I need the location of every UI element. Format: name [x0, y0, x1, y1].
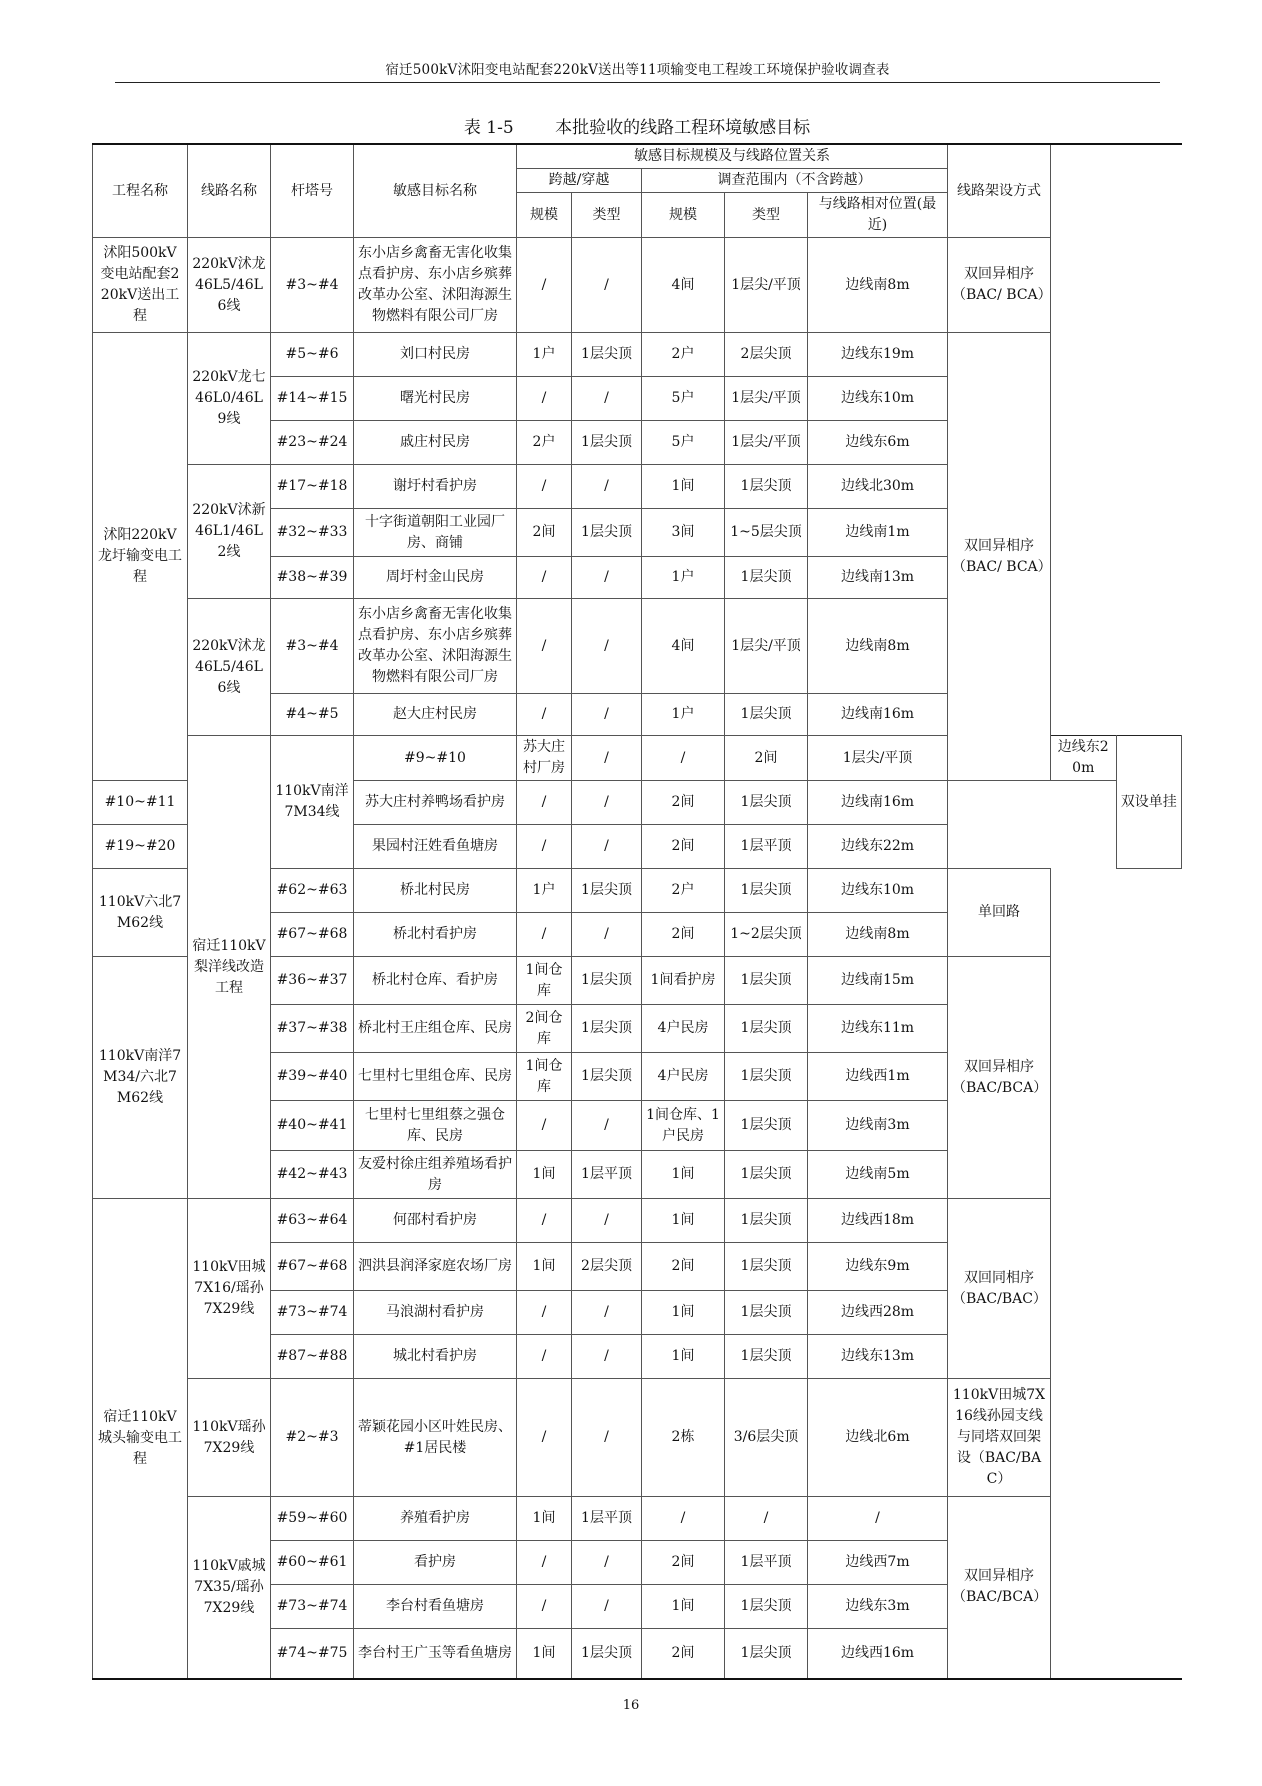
cross-scale-cell: /: [517, 1335, 572, 1379]
cross-type-cell: 1层尖顶: [572, 869, 642, 913]
survey-scale-cell: 1间仓库、1户民房: [642, 1101, 725, 1151]
cross-scale-cell: /: [517, 913, 572, 957]
line-cell: 220kV沭新46L1/46L2线: [188, 465, 271, 599]
survey-type-cell: 1层尖/平顶: [725, 238, 808, 333]
cross-scale-cell: 1间仓库: [517, 1053, 572, 1101]
cross-type-cell: 1层尖顶: [572, 333, 642, 377]
line-cell: 220kV龙七46L0/46L9线: [188, 333, 271, 465]
target-cell: 果园村汪姓看鱼塘房: [354, 825, 517, 869]
tower-cell: #87~#88: [271, 1335, 354, 1379]
target-cell: 曙光村民房: [354, 377, 517, 421]
cross-scale-cell: /: [517, 694, 572, 736]
table-number: 表 1-5: [463, 118, 514, 138]
survey-type-cell: 1层尖顶: [725, 1101, 808, 1151]
survey-type-cell: 1层尖顶: [725, 1629, 808, 1679]
col-header-line: 线路名称: [188, 144, 271, 238]
tower-cell: #10~#11: [93, 781, 188, 825]
target-cell: 城北村看护房: [354, 1335, 517, 1379]
position-cell: 边线南8m: [808, 599, 948, 694]
survey-type-cell: 1层平顶: [725, 825, 808, 869]
position-cell: 边线东19m: [808, 333, 948, 377]
tower-cell: #60~#61: [271, 1541, 354, 1585]
position-cell: 边线西16m: [808, 1629, 948, 1679]
col-header-method: 线路架设方式: [948, 144, 1051, 238]
project-cell: 沭阳220kV龙圩输变电工程: [93, 333, 188, 781]
line-cell: 110kV南洋7M34/六北7M62线: [93, 957, 188, 1199]
position-cell: 边线西7m: [808, 1541, 948, 1585]
target-cell: 马浪湖村看护房: [354, 1291, 517, 1335]
cross-type-cell: 2层尖顶: [572, 1243, 642, 1291]
tower-cell: #67~#68: [271, 1243, 354, 1291]
target-cell: 友爱村徐庄组养殖场看护房: [354, 1151, 517, 1199]
survey-scale-cell: 2间: [642, 1541, 725, 1585]
survey-scale-cell: 5户: [642, 421, 725, 465]
survey-scale-cell: 2间: [642, 1243, 725, 1291]
col-header-position: 与线路相对位置(最近): [808, 193, 948, 238]
cross-scale-cell: 2间: [517, 509, 572, 557]
cross-type-cell: /: [572, 781, 642, 825]
position-cell: 边线南15m: [808, 957, 948, 1005]
survey-type-cell: 1层尖/平顶: [725, 377, 808, 421]
survey-scale-cell: 2间: [642, 781, 725, 825]
tower-cell: #38~#39: [271, 557, 354, 599]
sensitive-targets-table: [92, 143, 1182, 1680]
cross-scale-cell: /: [517, 465, 572, 509]
tower-cell: #63~#64: [271, 1199, 354, 1243]
position-cell: 边线南3m: [808, 1101, 948, 1151]
survey-type-cell: 1层尖顶: [725, 1335, 808, 1379]
cross-scale-cell: 2户: [517, 421, 572, 465]
cross-scale-cell: 1间: [517, 1497, 572, 1541]
cross-type-cell: /: [572, 238, 642, 333]
target-cell: 泗洪县润泽家庭农场厂房: [354, 1243, 517, 1291]
cross-type-cell: 1层尖顶: [572, 421, 642, 465]
tower-cell: #17~#18: [271, 465, 354, 509]
target-cell: 谢圩村看护房: [354, 465, 517, 509]
tower-cell: #2~#3: [271, 1379, 354, 1497]
method-cell: 双回异相序（BAC/BCA）: [948, 957, 1051, 1199]
survey-scale-cell: 2栋: [642, 1379, 725, 1497]
cross-scale-cell: 1间仓库: [517, 957, 572, 1005]
survey-scale-cell: 4间: [642, 238, 725, 333]
target-cell: 养殖看护房: [354, 1497, 517, 1541]
cross-type-cell: /: [572, 465, 642, 509]
survey-scale-cell: 1间: [642, 1199, 725, 1243]
position-cell: 边线北6m: [808, 1379, 948, 1497]
tower-cell: #3~#4: [271, 238, 354, 333]
target-cell: 蒂颖花园小区叶姓民房、#1居民楼: [354, 1379, 517, 1497]
cross-type-cell: /: [572, 557, 642, 599]
cross-scale-cell: /: [572, 736, 642, 781]
survey-type-cell: 1层尖顶: [725, 1291, 808, 1335]
project-cell: 沭阳500kV变电站配套220kV送出工程: [93, 238, 188, 333]
cross-type-cell: 1层尖顶: [572, 1053, 642, 1101]
target-cell: 十字街道朝阳工业园厂房、商铺: [354, 509, 517, 557]
page-number: 16: [622, 1698, 640, 1713]
method-cell: 双回异相序（BAC/BCA）: [948, 1497, 1051, 1679]
target-cell: 看护房: [354, 1541, 517, 1585]
survey-scale-cell: 1间: [642, 465, 725, 509]
cross-scale-cell: 1间: [517, 1243, 572, 1291]
cross-type-cell: /: [572, 1291, 642, 1335]
target-cell: 桥北村王庄组仓库、民房: [354, 1005, 517, 1053]
survey-type-cell: 1层尖顶: [725, 869, 808, 913]
survey-type-cell: 1层尖顶: [725, 781, 808, 825]
line-cell: 220kV沭龙46L5/46L6线: [188, 238, 271, 333]
project-cell: 宿迁110kV梨洋线改造工程: [188, 736, 271, 1199]
cross-scale-cell: /: [517, 599, 572, 694]
position-cell: 边线南13m: [808, 557, 948, 599]
cross-type-cell: /: [572, 377, 642, 421]
survey-type-cell: /: [725, 1497, 808, 1541]
survey-scale-cell: 2间: [725, 736, 808, 781]
cross-type-cell: 1层尖顶: [572, 1629, 642, 1679]
cross-scale-cell: /: [517, 1379, 572, 1497]
cross-type-cell: 1层平顶: [572, 1497, 642, 1541]
survey-scale-cell: 4间: [642, 599, 725, 694]
cross-scale-cell: 1户: [517, 333, 572, 377]
cross-scale-cell: /: [517, 1199, 572, 1243]
cross-type-cell: /: [572, 1335, 642, 1379]
col-header-survey-scale: 规模: [642, 193, 725, 238]
target-cell: 何邵村看护房: [354, 1199, 517, 1243]
cross-type-cell: /: [572, 1541, 642, 1585]
method-cell: 双设单挂: [1116, 736, 1182, 869]
position-cell: 边线东3m: [808, 1585, 948, 1629]
cross-type-cell: /: [572, 1585, 642, 1629]
running-header: 宿迁500kV沭阳变电站配套220kV送出等11项输变电工程竣工环境保护验收调查表: [385, 62, 890, 78]
survey-type-cell: 1层尖顶: [725, 1053, 808, 1101]
survey-scale-cell: 2间: [642, 825, 725, 869]
tower-cell: #5~#6: [271, 333, 354, 377]
survey-type-cell: 1层尖顶: [725, 1005, 808, 1053]
position-cell: /: [808, 1497, 948, 1541]
cross-type-cell: /: [572, 599, 642, 694]
survey-scale-cell: 2户: [642, 869, 725, 913]
cross-type-cell: /: [572, 913, 642, 957]
line-cell: 220kV沭龙46L5/46L6线: [188, 599, 271, 736]
position-cell: 边线北30m: [808, 465, 948, 509]
tower-cell: #40~#41: [271, 1101, 354, 1151]
line-cell: 110kV戚城7X35/瑶孙7X29线: [188, 1497, 271, 1679]
survey-type-cell: 1层尖顶: [725, 694, 808, 736]
survey-type-cell: 1层尖顶: [725, 1199, 808, 1243]
position-cell: 边线南8m: [808, 238, 948, 333]
survey-type-cell: 1层平顶: [725, 1541, 808, 1585]
position-cell: 边线东20m: [1051, 736, 1117, 781]
tower-cell: #37~#38: [271, 1005, 354, 1053]
position-cell: 边线东10m: [808, 869, 948, 913]
survey-scale-cell: 4户民房: [642, 1005, 725, 1053]
position-cell: 边线南5m: [808, 1151, 948, 1199]
survey-type-cell: 1层尖顶: [725, 557, 808, 599]
survey-scale-cell: 2间: [642, 1629, 725, 1679]
method-cell: 双回同相序（BAC/BAC）: [948, 1199, 1051, 1379]
target-cell: 东小店乡禽畜无害化收集点看护房、东小店乡殡葬改革办公室、沭阳海源生物燃料有限公司厂房: [354, 238, 517, 333]
target-cell: 七里村七里组仓库、民房: [354, 1053, 517, 1101]
col-header-tower: 杆塔号: [271, 144, 354, 238]
tower-cell: #42~#43: [271, 1151, 354, 1199]
cross-scale-cell: 1间: [517, 1629, 572, 1679]
col-header-target: 敏感目标名称: [354, 144, 517, 238]
tower-cell: #59~#60: [271, 1497, 354, 1541]
tower-cell: #67~#68: [271, 913, 354, 957]
col-header-survey: 调查范围内（不含跨越）: [642, 169, 948, 193]
survey-scale-cell: 1间: [642, 1585, 725, 1629]
survey-type-cell: 1层尖顶: [725, 1585, 808, 1629]
tower-cell: #3~#4: [271, 599, 354, 694]
cross-scale-cell: /: [517, 238, 572, 333]
tower-cell: #62~#63: [271, 869, 354, 913]
cross-type-cell: /: [572, 1199, 642, 1243]
position-cell: 边线东11m: [808, 1005, 948, 1053]
method-cell: 双回异相序（BAC/ BCA）: [948, 238, 1051, 333]
tower-cell: #32~#33: [271, 509, 354, 557]
survey-type-cell: 1~5层尖顶: [725, 509, 808, 557]
survey-type-cell: 2层尖顶: [725, 333, 808, 377]
position-cell: 边线南1m: [808, 509, 948, 557]
survey-type-cell: 1层尖顶: [725, 1151, 808, 1199]
cross-scale-cell: /: [517, 1101, 572, 1151]
cross-scale-cell: /: [517, 1541, 572, 1585]
survey-type-cell: 1层尖/平顶: [808, 736, 948, 781]
position-cell: 边线南16m: [808, 781, 948, 825]
target-cell: 刘口村民房: [354, 333, 517, 377]
line-cell: 110kV瑶孙7X29线: [188, 1379, 271, 1497]
survey-scale-cell: 3间: [642, 509, 725, 557]
method-cell: 双回异相序（BAC/ BCA）: [948, 333, 1051, 781]
target-cell: 桥北村民房: [354, 869, 517, 913]
survey-type-cell: 1层尖/平顶: [725, 599, 808, 694]
cross-type-cell: 1层尖顶: [572, 509, 642, 557]
survey-scale-cell: 1间: [642, 1151, 725, 1199]
position-cell: 边线西28m: [808, 1291, 948, 1335]
tower-cell: #19~#20: [93, 825, 188, 869]
target-cell: 苏大庄村厂房: [517, 736, 572, 781]
cross-scale-cell: 2间仓库: [517, 1005, 572, 1053]
target-cell: 东小店乡禽畜无害化收集点看护房、东小店乡殡葬改革办公室、沭阳海源生物燃料有限公司厂房: [354, 599, 517, 694]
project-cell: 宿迁110kV城头输变电工程: [93, 1199, 188, 1679]
tower-cell: #14~#15: [271, 377, 354, 421]
cross-type-cell: /: [572, 825, 642, 869]
method-cell: 单回路: [948, 869, 1051, 957]
line-cell: 110kV南洋7M34线: [271, 736, 354, 869]
position-cell: 边线东10m: [808, 377, 948, 421]
survey-scale-cell: 4户民房: [642, 1053, 725, 1101]
target-cell: 桥北村看护房: [354, 913, 517, 957]
target-cell: 赵大庄村民房: [354, 694, 517, 736]
target-cell: 周圩村金山民房: [354, 557, 517, 599]
survey-scale-cell: 1户: [642, 694, 725, 736]
position-cell: 边线南16m: [808, 694, 948, 736]
position-cell: 边线南8m: [808, 913, 948, 957]
cross-scale-cell: /: [517, 1291, 572, 1335]
col-header-cross-type: 类型: [572, 193, 642, 238]
cross-scale-cell: 1户: [517, 869, 572, 913]
cross-scale-cell: /: [517, 781, 572, 825]
survey-scale-cell: 1间: [642, 1335, 725, 1379]
survey-scale-cell: 2间: [642, 913, 725, 957]
cross-type-cell: /: [642, 736, 725, 781]
tower-cell: #73~#74: [271, 1585, 354, 1629]
cross-scale-cell: /: [517, 557, 572, 599]
survey-scale-cell: /: [642, 1497, 725, 1541]
line-cell: 110kV六北7M62线: [93, 869, 188, 957]
position-cell: 边线西1m: [808, 1053, 948, 1101]
survey-type-cell: 1层尖/平顶: [725, 421, 808, 465]
cross-scale-cell: /: [517, 825, 572, 869]
tower-cell: #36~#37: [271, 957, 354, 1005]
position-cell: 边线东13m: [808, 1335, 948, 1379]
col-header-cross-scale: 规模: [517, 193, 572, 238]
cross-type-cell: 1层平顶: [572, 1151, 642, 1199]
target-cell: 桥北村仓库、看护房: [354, 957, 517, 1005]
tower-cell: #4~#5: [271, 694, 354, 736]
cross-type-cell: 1层尖顶: [572, 957, 642, 1005]
header-rule: [115, 82, 1160, 83]
tower-cell: #73~#74: [271, 1291, 354, 1335]
survey-scale-cell: 1间看护房: [642, 957, 725, 1005]
target-cell: 戚庄村民房: [354, 421, 517, 465]
col-header-relation: 敏感目标规模及与线路位置关系: [517, 144, 948, 169]
survey-scale-cell: 5户: [642, 377, 725, 421]
col-header-project: 工程名称: [93, 144, 188, 238]
target-cell: 李台村看鱼塘房: [354, 1585, 517, 1629]
position-cell: 边线东9m: [808, 1243, 948, 1291]
method-cell: 110kV田城7X16线孙园支线与同塔双回架设（BAC/BAC）: [948, 1379, 1051, 1497]
cross-scale-cell: 1间: [517, 1151, 572, 1199]
target-cell: 七里村七里组蔡之强仓库、民房: [354, 1101, 517, 1151]
line-cell: 110kV田城7X16/瑶孙7X29线: [188, 1199, 271, 1379]
survey-scale-cell: 2户: [642, 333, 725, 377]
table-title: 本批验收的线路工程环境敏感目标: [555, 118, 811, 138]
tower-cell: #74~#75: [271, 1629, 354, 1679]
position-cell: 边线西18m: [808, 1199, 948, 1243]
cross-type-cell: /: [572, 1101, 642, 1151]
target-cell: 苏大庄村养鸭场看护房: [354, 781, 517, 825]
survey-type-cell: 1层尖顶: [725, 957, 808, 1005]
survey-type-cell: 3/6层尖顶: [725, 1379, 808, 1497]
survey-scale-cell: 1户: [642, 557, 725, 599]
cross-scale-cell: /: [517, 377, 572, 421]
survey-scale-cell: 1间: [642, 1291, 725, 1335]
survey-type-cell: 1层尖顶: [725, 465, 808, 509]
survey-type-cell: 1~2层尖顶: [725, 913, 808, 957]
cross-type-cell: 1层尖顶: [572, 1005, 642, 1053]
position-cell: 边线东6m: [808, 421, 948, 465]
tower-cell: #23~#24: [271, 421, 354, 465]
col-header-survey-type: 类型: [725, 193, 808, 238]
cross-scale-cell: /: [517, 1585, 572, 1629]
position-cell: 边线东22m: [808, 825, 948, 869]
survey-type-cell: 1层尖顶: [725, 1243, 808, 1291]
tower-cell: #39~#40: [271, 1053, 354, 1101]
cross-type-cell: /: [572, 1379, 642, 1497]
cross-type-cell: /: [572, 694, 642, 736]
target-cell: 李台村王广玉等看鱼塘房: [354, 1629, 517, 1679]
table-caption: [92, 113, 1182, 138]
col-header-cross: 跨越/穿越: [517, 169, 642, 193]
tower-cell: #9~#10: [354, 736, 517, 781]
